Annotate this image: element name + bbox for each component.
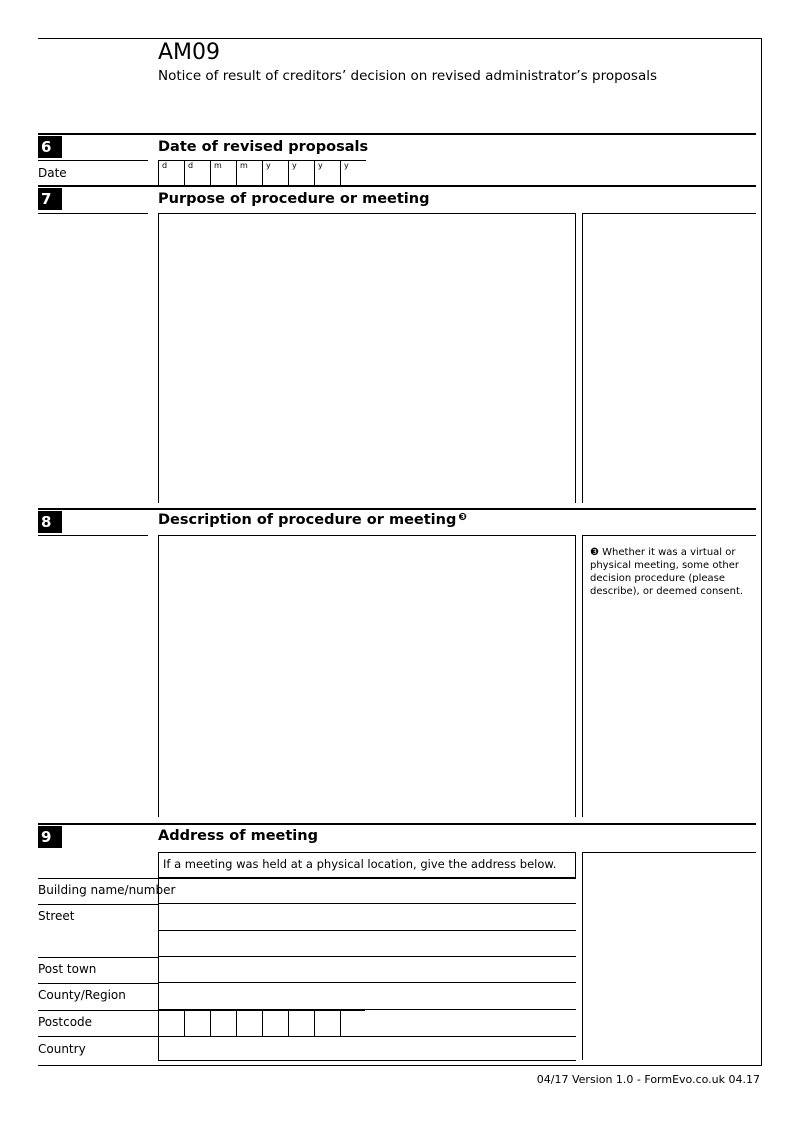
date-digit-box[interactable] <box>210 161 235 185</box>
street-input-line-1[interactable] <box>158 904 576 931</box>
section-9-side-column <box>582 852 756 1060</box>
date-digit-box[interactable] <box>184 161 209 185</box>
section-6-label-rule <box>38 160 148 161</box>
date-label: Date <box>38 166 67 180</box>
description-textarea[interactable] <box>158 535 576 817</box>
postcode-char-box[interactable] <box>184 1010 210 1036</box>
postcode-char-box[interactable] <box>288 1010 314 1036</box>
postcode-char-box[interactable] <box>340 1010 365 1036</box>
post-town-input[interactable] <box>158 957 576 983</box>
building-label: Building name/number <box>38 883 176 897</box>
section-7-rule <box>38 185 756 187</box>
section-7-label-rule <box>38 213 148 214</box>
section-7-number: 7 <box>38 188 62 210</box>
section-6-number: 6 <box>38 136 62 158</box>
country-input[interactable] <box>158 1036 576 1061</box>
address-row-rule <box>38 983 158 984</box>
date-digit-placeholder: y <box>344 161 349 170</box>
postcode-char-box[interactable] <box>314 1010 340 1036</box>
date-digit-placeholder: y <box>292 161 297 170</box>
section-8-title <box>158 512 467 528</box>
address-row-rule <box>38 957 158 958</box>
postcode-char-box[interactable] <box>262 1010 288 1036</box>
date-digit-box[interactable] <box>158 161 183 185</box>
section-7-side-column <box>582 213 756 503</box>
section-7-title: Purpose of procedure or meeting <box>158 191 430 207</box>
country-label: Country <box>38 1042 86 1056</box>
date-digit-placeholder: y <box>266 161 271 170</box>
county-input[interactable] <box>158 983 576 1010</box>
section-9-number: 9 <box>38 826 62 848</box>
county-label: County/Region <box>38 988 126 1002</box>
address-row-rule <box>38 1010 158 1011</box>
section-6-title: Date of revised proposals <box>158 139 369 155</box>
post-town-label: Post town <box>38 962 97 976</box>
street-label: Street <box>38 909 75 923</box>
form-title: Notice of result of creditors’ decision on revised administrator’s proposals <box>158 68 657 84</box>
date-digit-box[interactable] <box>262 161 287 185</box>
date-digit-box[interactable] <box>314 161 339 185</box>
section-8-title-text: Description of procedure or meeting <box>158 512 457 528</box>
page-bottom-border <box>38 1065 762 1066</box>
date-digit-placeholder: d <box>188 161 194 170</box>
section-8-number: 8 <box>38 511 62 533</box>
date-digit-placeholder: d <box>162 161 168 170</box>
postcode-char-box[interactable] <box>236 1010 262 1036</box>
date-digit-box[interactable] <box>236 161 261 185</box>
date-digit-placeholder: m <box>214 161 222 170</box>
date-digit-placeholder: m <box>240 161 248 170</box>
section-8-rule <box>38 508 756 510</box>
section-8-note-marker: ❸ <box>458 512 467 523</box>
page-right-border <box>761 38 762 1066</box>
version-footer: 04/17 Version 1.0 - FormEvo.co.uk 04.17 <box>536 1073 760 1086</box>
building-input[interactable] <box>158 878 576 904</box>
postcode-label: Postcode <box>38 1015 93 1029</box>
date-digit-placeholder: y <box>318 161 323 170</box>
street-input-line-2[interactable] <box>158 931 576 957</box>
postcode-char-box[interactable] <box>158 1010 184 1036</box>
section-8-label-rule <box>38 535 148 536</box>
section-9-title: Address of meeting <box>158 828 318 844</box>
section-8-guidance-note: ❸ Whether it was a virtual or physical meeting, some other decision procedure (please describe), or deemed consent. <box>590 547 744 597</box>
page-top-border <box>38 38 762 39</box>
address-instruction: If a meeting was held at a physical location, give the address below. <box>163 857 557 871</box>
postcode-char-box[interactable] <box>210 1010 236 1036</box>
purpose-textarea[interactable] <box>158 213 576 503</box>
section-6-rule <box>38 133 756 135</box>
date-digit-box[interactable] <box>288 161 313 185</box>
address-row-rule <box>38 904 158 905</box>
form-code: AM09 <box>158 40 221 65</box>
date-digit-box[interactable] <box>340 161 365 185</box>
section-9-rule <box>38 823 756 825</box>
